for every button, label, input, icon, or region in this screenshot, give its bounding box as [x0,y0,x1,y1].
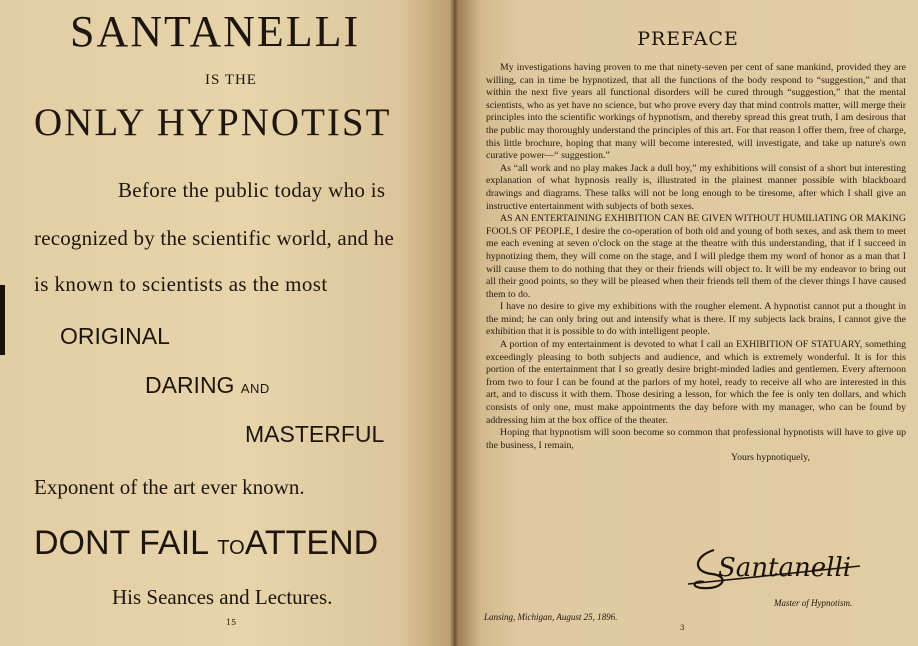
exponent-line: Exponent of the art ever known. [34,475,305,499]
word-masterful: MASTERFUL [245,421,385,447]
preface-paragraph: I have no desire to give my exhibitions with the rougher element. A hypnotist cannot put a thought in the mind; he can only bring out and intensify what is there. If my subjects lack brains, I cannot give the exhibition that it is possible to do with intelligent people. [486,301,906,338]
to-text: TO [217,537,245,559]
is-the-text: IS THE [205,72,257,88]
preface-paragraph: As “all work and no play makes Jack a dull boy,” my exhibitions will consist of a short but interesting explanation of what hypnosis really is, illustrated in the plainest manner possible with blackboard drawings and diagrams. These talks will not be long enough to be tiresome, after which I shall give an instructive entertainment with subjects of both sexes. [486,162,906,212]
left-page [0,0,454,646]
right-page [458,0,918,646]
word-original: ORIGINAL [60,323,170,349]
preface-title: PREFACE [637,28,739,50]
preface-paragraph: Hoping that hypnotism will soon become so common that professional hypnotists will have to give up the business, I remain, [486,427,906,451]
page-edge-shadow [0,285,5,355]
place-date: Lansing, Michigan, August 25, 1896. [484,612,618,622]
preface-paragraph: My investigations having proven to me that ninety-seven per cent of sane mankind, provided they are willing, can in time be hypnotized, that all the functions of the body respond to “suggestion,” and that within the next five years all functional disorders will be cured through “suggestion,” that the mental scientists, who as yet have no science, but who prove every day that mind controls matter, will merge their principles into the scientific workings of hypnotism, and thereby spread this great truth, I am desirous that the public may thoroughly understand the principles of this art. For that reason I offer them, free of charge, this little brochure, hoping that many will become interested, will investigate, and take up nature's own curative power—“ suggestion.” [486,62,906,162]
right-page-number: 3 [680,624,685,632]
preface-paragraph: A portion of my entertainment is devoted to what I call an EXHIBITION OF STATUARY, something exceedingly pleasing to both subjects and audience, and which is extremely wonderful. It is for this portion of the entertainment that I so greatly desire bright-minded ladies and gentlemen. Every afternoon from two to four I can be found at the parlors of my hotel, ready to receive all who are interested in this art, and to discuss it with them. Those desiring a lesson, for which the fee is only ten dollars, and which consists of only one, must make appointments the day before with my manager, who can be found by addressing him at the box office of the theater. [486,339,906,426]
attend-text: ATTEND [244,524,379,562]
closing-line: Yours hypnotiquely, [731,452,810,464]
preface-text [486,62,906,465]
body-line-3: is known to scientists as the most [34,272,328,296]
dont-fail-headline [34,524,378,563]
word-daring: DARING [145,372,235,398]
headline-name: SANTANELLI [70,7,361,56]
body-line-1: Before the public today who is [118,178,386,202]
master-title: Master of Hypnotism. [774,598,853,608]
dont-fail-text: DONT FAIL [34,524,208,562]
signature-image [684,538,864,594]
body-line-2: recognized by the scientific world, and he [34,226,395,250]
word-and: AND [240,381,270,396]
only-hypnotist-headline: ONLY HYPNOTIST [34,101,392,144]
signature-script: Santanelli [718,553,852,583]
left-page-number: 15 [226,618,237,627]
seances-line: His Seances and Lectures. [112,585,333,609]
word-daring-line [145,372,270,399]
preface-paragraph: AS AN ENTERTAINING EXHIBITION CAN BE GIVEN WITHOUT HUMILIATING OR MAKING FOOLS OF PEOPLE, I desire the co-operation of both old and young of both sexes, and ask them to meet me each evening at seven o'clock on the stage at the theatre with this understanding, that if I succeed in hypnotizing them, they will come on the stage, and I will pledge them my word of honor as a man that I will cause them to do nothing that they or their friends will object to. It will be my endeavor to bring out all their good points, so they will be pleased when their friends tell them of the clever things I have caused them to do. [486,213,906,300]
